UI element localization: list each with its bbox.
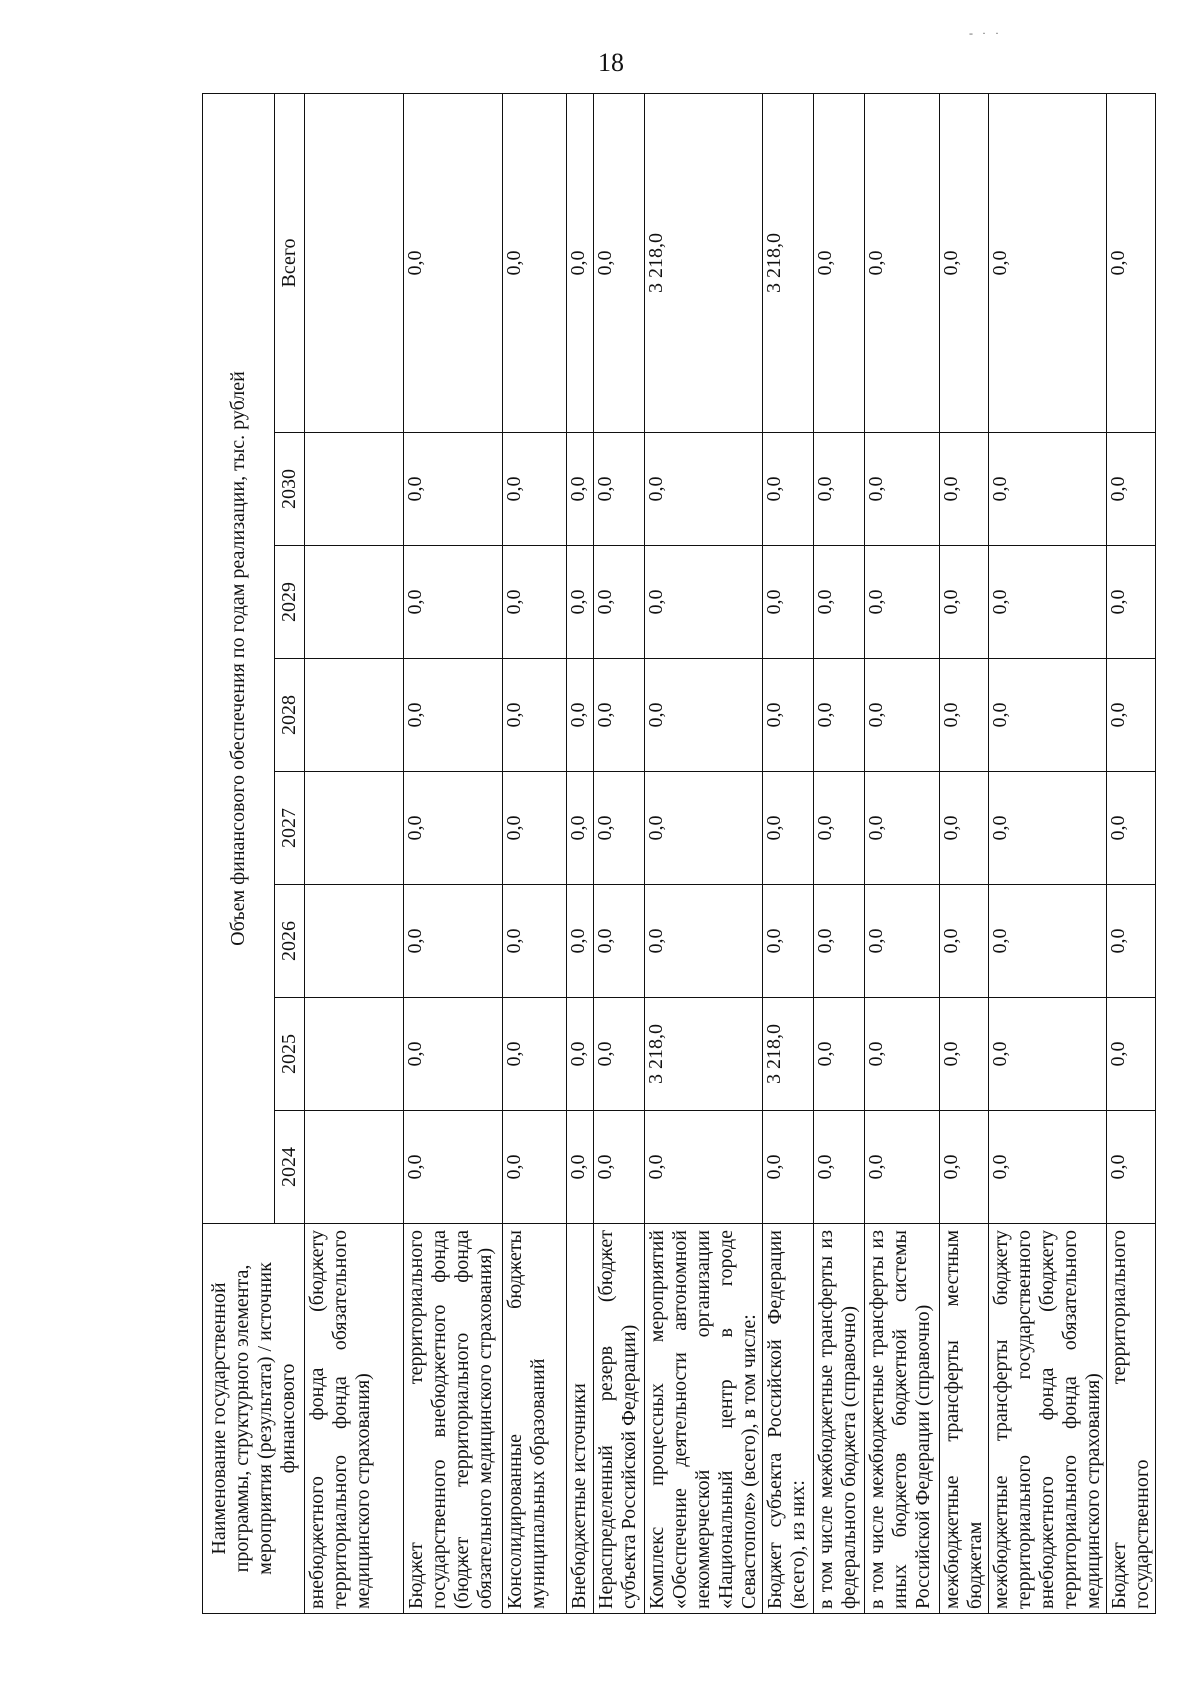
cell-value: 0,0 <box>404 1111 503 1224</box>
row-name: Бюджет субъекта Российской Федерации (всего), из них: <box>763 1224 814 1614</box>
cell-value: 0,0 <box>989 659 1107 772</box>
cell-value: 0,0 <box>645 659 763 772</box>
row-name: внебюджетного фонда (бюджету территориального фонда обязательного медицинского страхования) <box>305 1224 404 1614</box>
cell-value: 0,0 <box>865 772 940 885</box>
table-row <box>567 93 594 1613</box>
cell-value: 0,0 <box>940 998 989 1111</box>
cell-value <box>305 659 404 772</box>
cell-value: 0,0 <box>989 433 1107 546</box>
cell-value: 0,0 <box>763 659 814 772</box>
table-row <box>503 93 567 1613</box>
row-name: Внебюджетные источники <box>567 1224 594 1614</box>
cell-value: 0,0 <box>763 1111 814 1224</box>
cell-value: 0,0 <box>567 93 594 432</box>
cell-value: 0,0 <box>645 433 763 546</box>
year-2029: 2029 <box>275 546 305 659</box>
cell-value: 0,0 <box>594 772 645 885</box>
row-name: межбюджетные трансферты местным бюджетам <box>940 1224 989 1614</box>
cell-value: 0,0 <box>404 998 503 1111</box>
cell-value: 0,0 <box>594 93 645 432</box>
year-total: Всего <box>275 93 305 432</box>
cell-value: 0,0 <box>567 772 594 885</box>
year-2027: 2027 <box>275 772 305 885</box>
cell-value: 0,0 <box>940 772 989 885</box>
cell-value: 0,0 <box>814 772 865 885</box>
cell-value: 0,0 <box>865 885 940 998</box>
cell-value <box>305 93 404 432</box>
cell-value: 0,0 <box>940 885 989 998</box>
cell-value: 0,0 <box>404 433 503 546</box>
header-volume: Объем финансового обеспечения по годам реализации, тыс. рублей <box>203 93 275 1223</box>
cell-value: 0,0 <box>865 433 940 546</box>
scan-marks: - · · <box>969 26 1002 40</box>
header-name: Наименование государственной программы, структурного элемента, мероприятия (результата) / источник финансового <box>203 1224 305 1614</box>
cell-value: 0,0 <box>814 546 865 659</box>
cell-value <box>305 998 404 1111</box>
cell-value: 0,0 <box>989 1111 1107 1224</box>
cell-value: 0,0 <box>594 659 645 772</box>
cell-value <box>305 772 404 885</box>
cell-value: 0,0 <box>404 546 503 659</box>
cell-value <box>305 885 404 998</box>
table-row <box>989 93 1107 1613</box>
cell-value: 0,0 <box>1107 659 1156 772</box>
cell-value: 0,0 <box>814 885 865 998</box>
cell-value: 0,0 <box>989 546 1107 659</box>
cell-value: 0,0 <box>567 885 594 998</box>
cell-value: 0,0 <box>814 998 865 1111</box>
cell-value: 0,0 <box>503 93 567 432</box>
cell-value: 0,0 <box>567 433 594 546</box>
year-2026: 2026 <box>275 885 305 998</box>
cell-value: 0,0 <box>503 659 567 772</box>
table-row <box>645 93 763 1613</box>
page-number: 18 <box>598 48 624 77</box>
cell-value: 0,0 <box>404 885 503 998</box>
cell-value: 0,0 <box>567 546 594 659</box>
row-name: Комплекс процессных мероприятий «Обеспечение деятельности автономной некоммерческой организации «Национальный центр в городе Севастополе» (всего), в том числе: <box>645 1224 763 1614</box>
cell-value: 0,0 <box>503 433 567 546</box>
cell-value: 0,0 <box>645 772 763 885</box>
cell-value: 0,0 <box>763 885 814 998</box>
table-row <box>763 93 814 1613</box>
cell-value: 0,0 <box>503 546 567 659</box>
cell-value: 0,0 <box>1107 772 1156 885</box>
cell-value: 0,0 <box>594 885 645 998</box>
cell-value: 0,0 <box>404 93 503 432</box>
row-name: в том числе межбюджетные трансферты из федерального бюджета (справочно) <box>814 1224 865 1614</box>
cell-value: 0,0 <box>1107 885 1156 998</box>
cell-value: 0,0 <box>865 93 940 432</box>
cell-value: 0,0 <box>865 659 940 772</box>
cell-value: 0,0 <box>503 1111 567 1224</box>
cell-value: 0,0 <box>940 1111 989 1224</box>
cell-value: 0,0 <box>865 546 940 659</box>
cell-value: 0,0 <box>989 885 1107 998</box>
cell-value: 0,0 <box>989 93 1107 432</box>
cell-value <box>305 433 404 546</box>
cell-value <box>305 1111 404 1224</box>
cell-value: 0,0 <box>989 772 1107 885</box>
cell-value: 0,0 <box>503 998 567 1111</box>
cell-value: 0,0 <box>645 1111 763 1224</box>
table-row <box>594 93 645 1613</box>
cell-value: 0,0 <box>814 433 865 546</box>
cell-value: 0,0 <box>814 93 865 432</box>
row-name: Бюджет территориального государственного внебюджетного фонда (бюджет территориального фонда обязательного медицинского страхования) <box>404 1224 503 1614</box>
cell-value: 0,0 <box>1107 998 1156 1111</box>
cell-value: 0,0 <box>404 659 503 772</box>
cell-value: 0,0 <box>814 659 865 772</box>
cell-value: 0,0 <box>594 546 645 659</box>
cell-value: 0,0 <box>503 885 567 998</box>
cell-value: 0,0 <box>814 1111 865 1224</box>
cell-value: 0,0 <box>1107 93 1156 432</box>
cell-value: 3 218,0 <box>645 93 763 432</box>
cell-value: 0,0 <box>865 1111 940 1224</box>
cell-value: 0,0 <box>567 1111 594 1224</box>
cell-value: 0,0 <box>989 998 1107 1111</box>
row-name: Консолидированные бюджеты муниципальных образований <box>503 1224 567 1614</box>
cell-value: 0,0 <box>1107 433 1156 546</box>
year-2025: 2025 <box>275 998 305 1111</box>
table-row <box>814 93 865 1613</box>
table-row <box>940 93 989 1613</box>
cell-value: 3 218,0 <box>763 93 814 432</box>
cell-value: 0,0 <box>1107 546 1156 659</box>
cell-value: 0,0 <box>763 433 814 546</box>
cell-value: 0,0 <box>940 433 989 546</box>
cell-value: 0,0 <box>940 659 989 772</box>
cell-value: 0,0 <box>404 772 503 885</box>
cell-value: 0,0 <box>865 998 940 1111</box>
cell-value: 0,0 <box>567 998 594 1111</box>
year-2030: 2030 <box>275 433 305 546</box>
cell-value: 0,0 <box>940 93 989 432</box>
row-name: межбюджетные трансферты бюджету территориального государственного внебюджетного фонда (бюджету территориального фонда обязательного медицинского страхования) <box>989 1224 1107 1614</box>
cell-value: 0,0 <box>503 772 567 885</box>
cell-value: 3 218,0 <box>763 998 814 1111</box>
financing-table <box>202 93 1156 1614</box>
table-row <box>404 93 503 1613</box>
cell-value: 0,0 <box>594 998 645 1111</box>
row-name: Бюджет территориального государственного <box>1107 1224 1156 1614</box>
year-2028: 2028 <box>275 659 305 772</box>
cell-value: 0,0 <box>645 885 763 998</box>
table-row <box>305 93 404 1613</box>
table-row <box>865 93 940 1613</box>
rotated-table-container <box>202 94 1153 1614</box>
cell-value: 0,0 <box>594 433 645 546</box>
row-name: в том числе межбюджетные трансферты из иных бюджетов бюджетной системы Российской Федерации (справочно) <box>865 1224 940 1614</box>
row-name: Нераспределенный резерв (бюджет субъекта Российской Федерации) <box>594 1224 645 1614</box>
cell-value: 0,0 <box>940 546 989 659</box>
cell-value: 0,0 <box>567 659 594 772</box>
cell-value: 0,0 <box>594 1111 645 1224</box>
cell-value: 3 218,0 <box>645 998 763 1111</box>
cell-value: 0,0 <box>1107 1111 1156 1224</box>
cell-value: 0,0 <box>763 772 814 885</box>
year-2024: 2024 <box>275 1111 305 1224</box>
cell-value <box>305 546 404 659</box>
cell-value: 0,0 <box>763 546 814 659</box>
cell-value: 0,0 <box>645 546 763 659</box>
table-row <box>1107 93 1156 1613</box>
